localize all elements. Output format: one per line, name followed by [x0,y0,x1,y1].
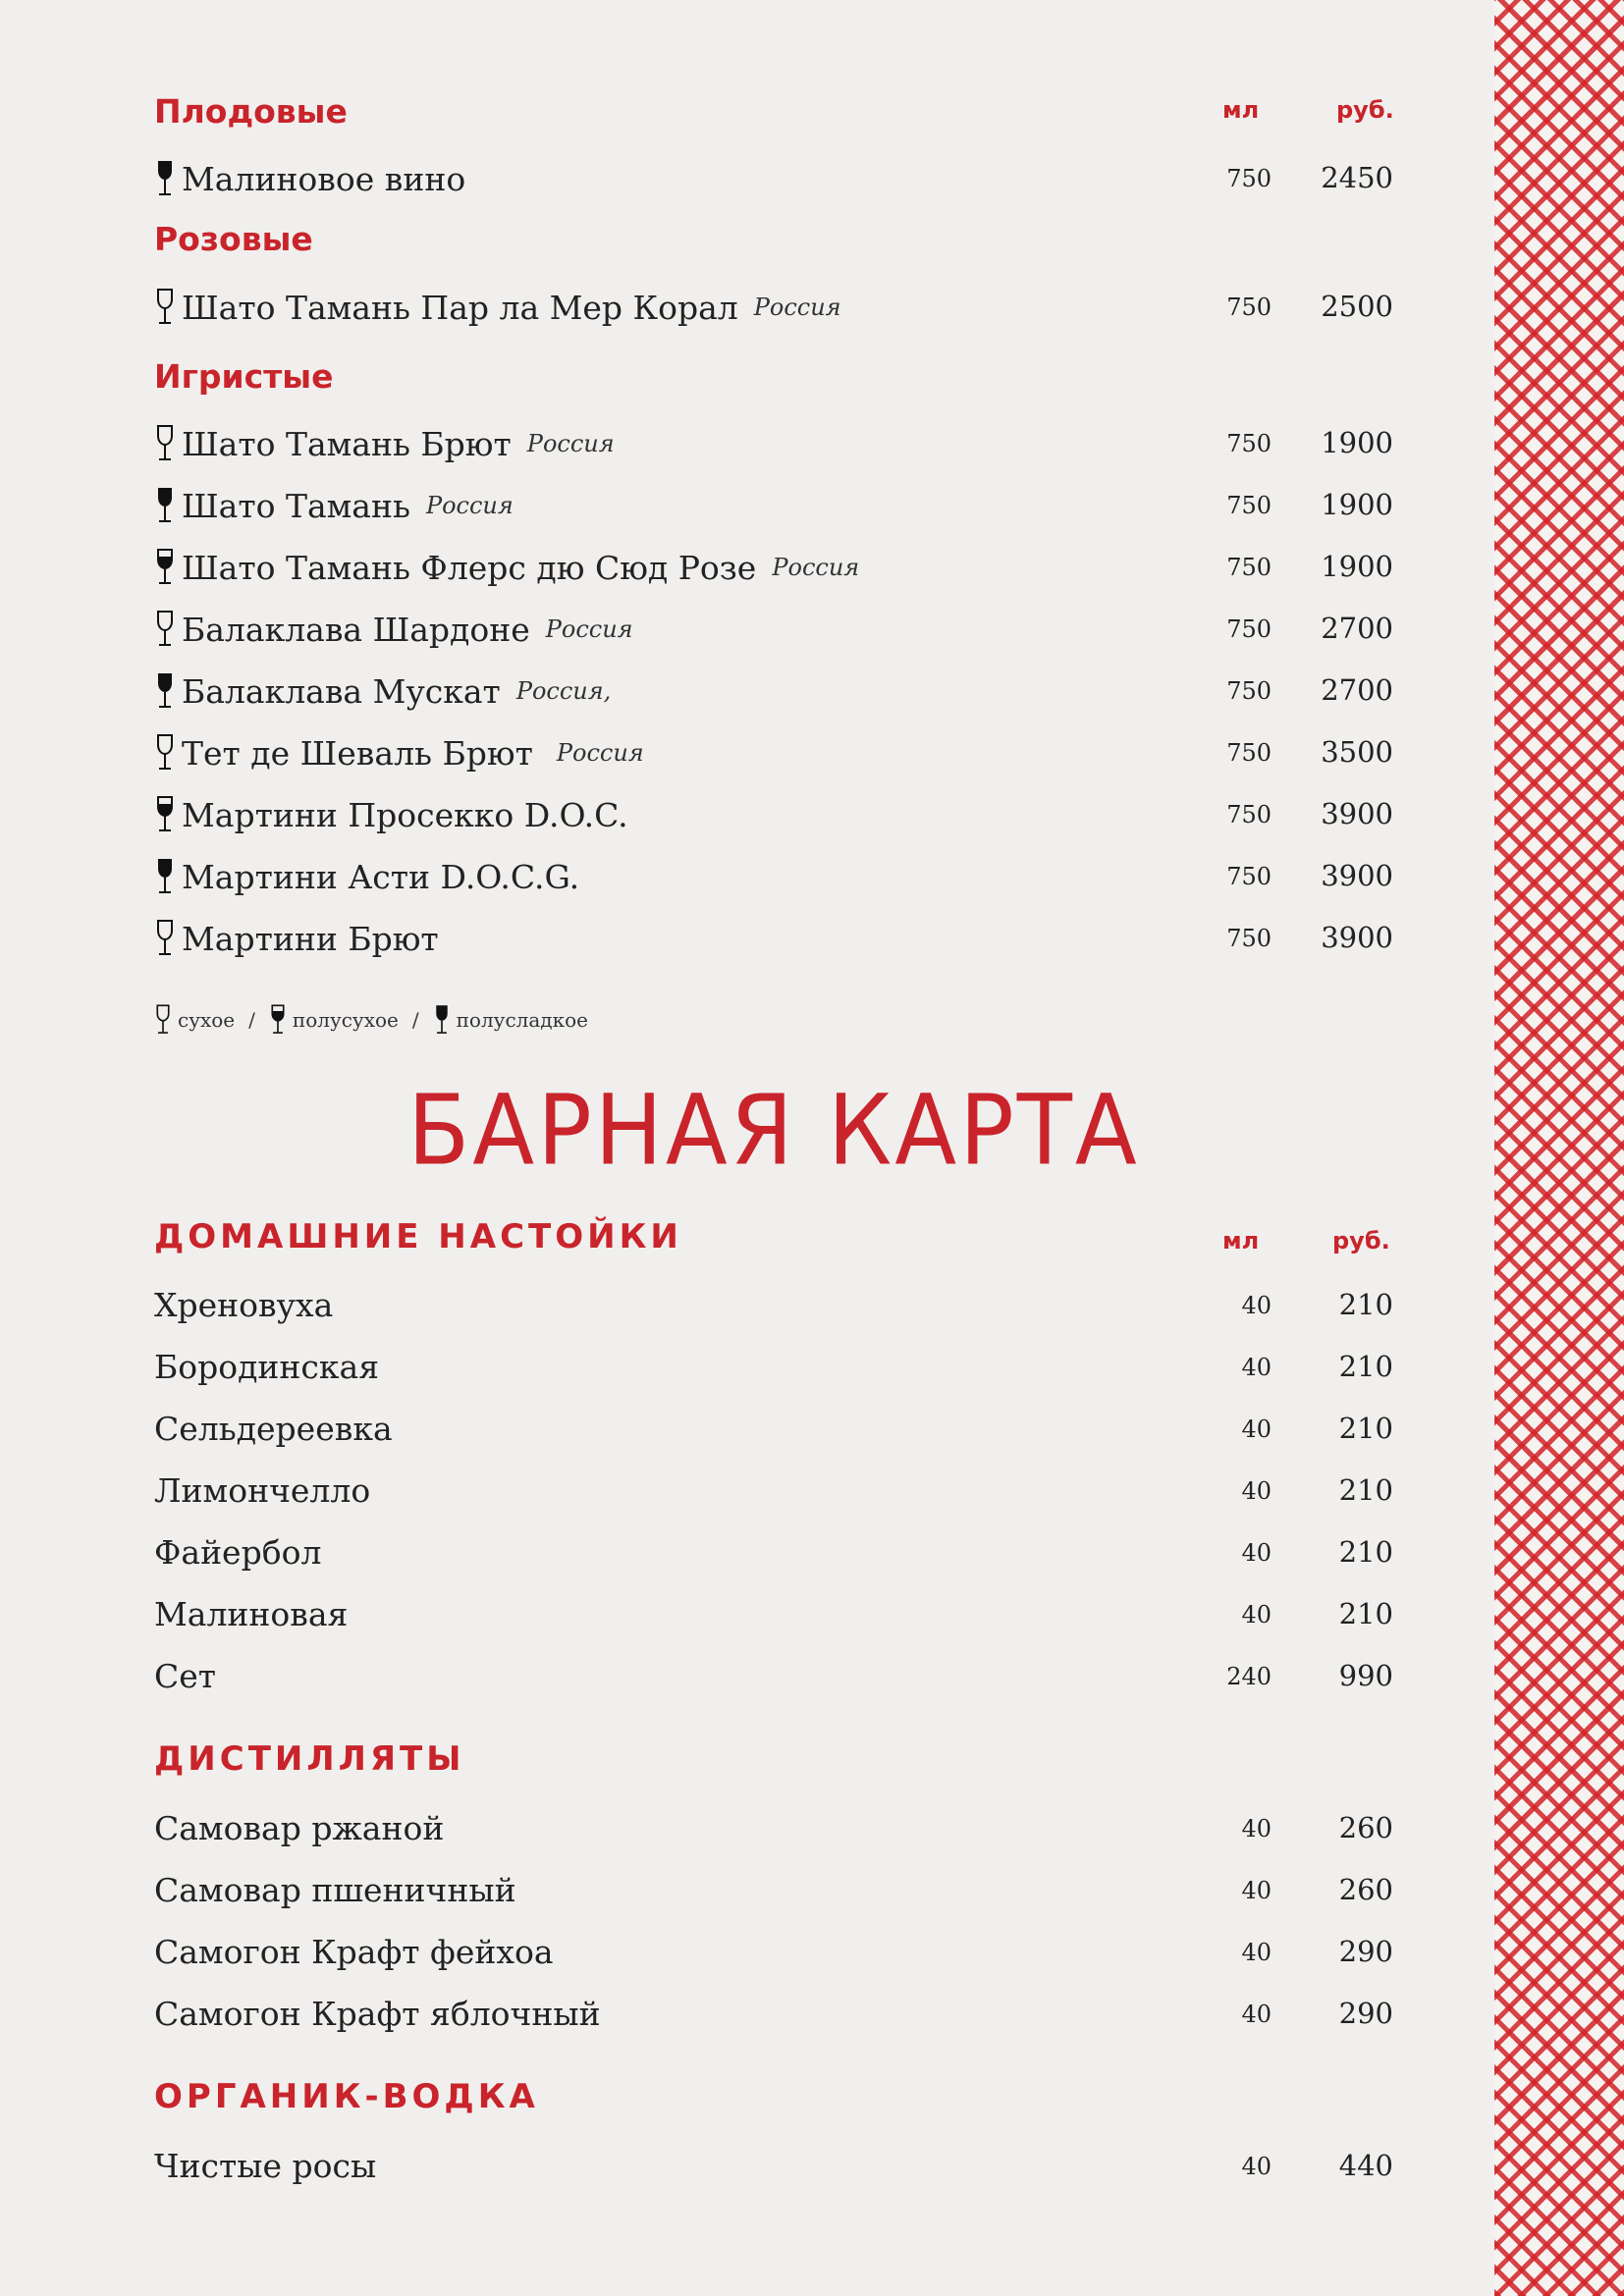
wine-row [154,795,1393,844]
embroidery-ornament [1494,0,1624,2296]
bar-item-price: 210 [1338,1350,1393,1383]
wine-price: 1900 [1321,488,1393,521]
wine-row [154,424,1393,473]
bar-item-price: 260 [1338,1873,1393,1906]
wine-country: Россия [772,554,860,581]
bar-item-price: 990 [1338,1659,1393,1692]
wine-ml: 750 [1226,615,1272,643]
wine-name: Мартини Асти D.O.C.G. [182,857,580,896]
wine-name: Шато Тамань Пар ла Мер Корал [182,288,738,327]
bar-row [154,1348,1393,1397]
legend-semi-dry: полусухое [292,1008,399,1032]
semi-sweet-glass-icon [154,671,176,711]
bar-item-price: 210 [1338,1412,1393,1445]
wine-name: Балаклава Мускат [182,671,501,711]
wine-name: Мартини Просекко D.O.C. [182,795,628,834]
section-title-sparkling: Игристые [154,357,334,396]
wine-name: Шато Тамань [182,486,410,525]
semi-sweet-glass-icon [154,486,176,525]
legend-dry: сухое [178,1008,236,1032]
wine-name: Тет де Шеваль Брют [182,733,533,773]
wine-price: 1900 [1321,426,1393,459]
bar-row [154,1410,1393,1459]
wine-ml: 750 [1226,492,1272,519]
wine-price: 3500 [1321,735,1393,769]
wine-row [154,671,1393,721]
wine-name: Шато Тамань Флерс дю Сюд Розе [182,548,757,587]
wine-price: 2500 [1321,290,1393,323]
bar-menu-title: БАРНАЯ КАРТА [407,1073,1140,1188]
bar-row [154,1871,1393,1920]
bar-item-name: Самовар пшеничный [154,1871,516,1909]
wine-name: Малиновое вино [182,159,466,198]
bar-item-price: 210 [1338,1288,1393,1321]
bar-item-ml: 40 [1241,2001,1272,2028]
bar-row [154,2147,1393,2196]
bar-item-name: Самовар ржаной [154,1809,445,1847]
bar-item-ml: 40 [1241,2153,1272,2180]
wine-name: Мартини Брют [182,919,439,958]
bar-item-price: 440 [1338,2149,1393,2182]
bar-item-name: Лимончелло [154,1471,371,1510]
wine-name: Балаклава Шардоне [182,610,530,649]
bar-row [154,1595,1393,1644]
bar-row [154,1657,1393,1706]
wine-ml: 750 [1226,554,1272,581]
bar-item-ml: 40 [1241,1354,1272,1381]
wine-country: Россия [753,294,841,321]
wine-rub-header: руб. [1336,96,1394,124]
wine-price: 3900 [1321,859,1393,892]
legend-separator: / [248,1008,255,1032]
wine-price: 2700 [1321,612,1393,645]
bar-item-name: Чистые росы [154,2147,377,2185]
wine-ml: 750 [1226,430,1272,457]
section-title-tinctures: ДОМАШНИЕ НАСТОЙКИ [154,1217,682,1256]
bar-item-name: Хреновуха [154,1286,334,1324]
section-title-fruit: Плодовые [154,92,348,131]
bar-item-ml: 240 [1226,1663,1272,1690]
wine-name: Шато Тамань Брют [182,424,512,463]
dry-glass-icon [154,424,176,463]
section-title-distillates: ДИСТИЛЛЯТЫ [154,1739,465,1779]
dry-glass-icon [154,733,176,773]
bar-item-name: Самогон Крафт яблочный [154,1995,601,2033]
wine-price: 3900 [1321,797,1393,830]
wine-country: Россия [526,430,615,457]
ornament-edge [1490,0,1494,2296]
wine-row [154,733,1393,782]
bar-ml-header: мл [1222,1227,1260,1255]
dry-glass-icon [154,919,176,958]
dry-glass-icon [154,1003,172,1037]
wine-ml: 750 [1226,294,1272,321]
bar-item-price: 210 [1338,1597,1393,1630]
semi-sweet-glass-icon [154,857,176,896]
bar-item-price: 210 [1338,1473,1393,1507]
wine-ml: 750 [1226,677,1272,705]
dry-glass-icon [154,610,176,649]
wine-row [154,159,1393,208]
wine-ml: 750 [1226,165,1272,192]
wine-row [154,486,1393,535]
section-title-organic-vodka: ОРГАНИК-ВОДКА [154,2077,539,2116]
semi-dry-glass-icon [269,1003,287,1037]
section-title-rose: Розовые [154,220,313,258]
sweetness-legend [154,1003,588,1037]
bar-row [154,1471,1393,1521]
bar-item-price: 290 [1338,1935,1393,1968]
bar-item-ml: 40 [1241,1815,1272,1842]
wine-row [154,857,1393,906]
bar-item-ml: 40 [1241,1292,1272,1319]
wine-row [154,548,1393,597]
bar-item-name: Самогон Крафт фейхоа [154,1933,554,1971]
bar-item-price: 210 [1338,1535,1393,1569]
bar-item-ml: 40 [1241,1939,1272,1966]
semi-dry-glass-icon [154,548,176,587]
bar-item-name: Сельдереевка [154,1410,393,1448]
legend-separator: / [411,1008,419,1032]
semi-sweet-glass-icon [154,159,176,198]
wine-price: 2700 [1321,673,1393,707]
bar-row [154,1933,1393,1982]
bar-item-name: Малиновая [154,1595,349,1633]
bar-item-ml: 40 [1241,1601,1272,1629]
wine-price: 3900 [1321,921,1393,954]
bar-item-ml: 40 [1241,1539,1272,1567]
bar-item-name: Сет [154,1657,217,1695]
wine-ml-header: мл [1222,96,1260,124]
legend-semi-sweet: полусладкое [456,1008,588,1032]
wine-ml: 750 [1226,801,1272,828]
wine-country: Россия [545,615,633,643]
wine-ml: 750 [1226,739,1272,767]
semi-sweet-glass-icon [433,1003,451,1037]
bar-item-name: Файербол [154,1533,322,1572]
bar-row [154,1286,1393,1335]
bar-item-ml: 40 [1241,1877,1272,1904]
semi-dry-glass-icon [154,795,176,834]
bar-row [154,1809,1393,1858]
wine-ml: 750 [1226,863,1272,890]
bar-item-ml: 40 [1241,1415,1272,1443]
bar-row [154,1995,1393,2044]
wine-row [154,288,1393,337]
wine-ml: 750 [1226,925,1272,952]
bar-item-price: 260 [1338,1811,1393,1844]
bar-rub-header: руб. [1332,1227,1390,1255]
bar-item-name: Бородинская [154,1348,380,1386]
wine-row [154,919,1393,968]
wine-row [154,610,1393,659]
wine-price: 2450 [1321,161,1393,194]
wine-price: 1900 [1321,550,1393,583]
wine-country: Россия, [515,677,612,705]
bar-item-price: 290 [1338,1997,1393,2030]
bar-item-ml: 40 [1241,1477,1272,1505]
wine-country: Россия [425,492,514,519]
wine-country: Россия [556,739,644,767]
dry-glass-icon [154,288,176,327]
bar-row [154,1533,1393,1582]
